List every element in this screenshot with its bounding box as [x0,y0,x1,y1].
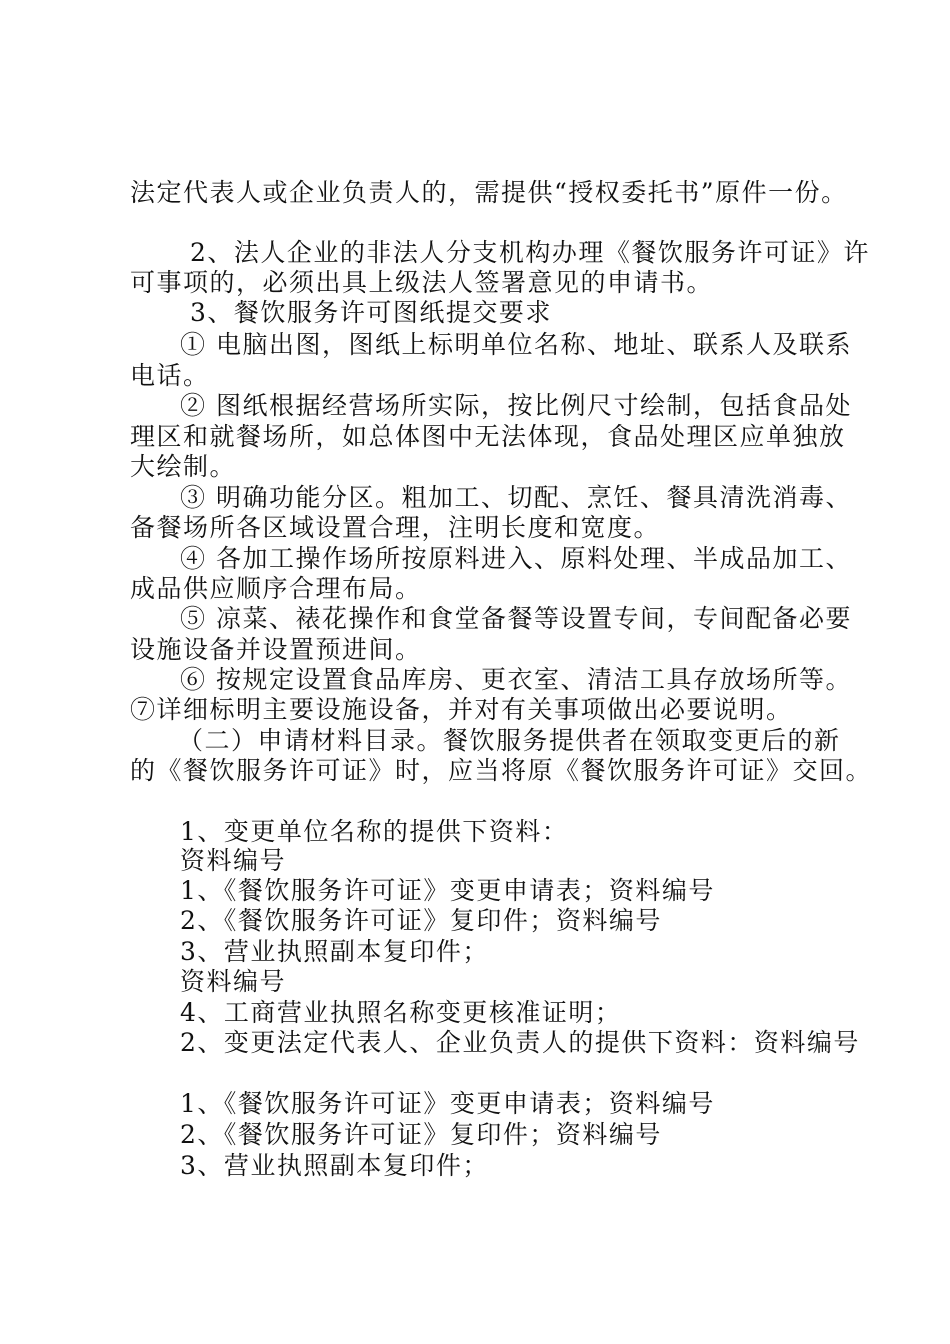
paragraph-line: 电话。 [130,361,210,390]
list-item: 资料编号 [180,846,287,875]
paragraph-line: ⑤ 凉菜、裱花操作和食堂备餐等设置专间，专间配备必要 [180,604,852,633]
paragraph-line: 可事项的，必须出具上级法人签署意见的申请书。 [130,268,714,297]
list-item: 1、《餐饮服务许可证》变更申请表；资料编号 [180,1089,715,1118]
list-item: 2、《餐饮服务许可证》复印件；资料编号 [180,906,662,935]
list-item: 资料编号 [180,967,287,996]
paragraph-line: 3、餐饮服务许可图纸提交要求 [190,298,552,327]
paragraph-line: 2、法人企业的非法人分支机构办理《餐饮服务许可证》许 [190,238,870,267]
paragraph-line: 备餐场所各区域设置合理，注明长度和宽度。 [130,513,661,542]
list-item: 2、《餐饮服务许可证》复印件；资料编号 [180,1120,662,1149]
list-item: 3、营业执照副本复印件； [180,1151,489,1180]
list-item: 1、变更单位名称的提供下资料： [180,817,569,846]
list-item: 1、《餐饮服务许可证》变更申请表；资料编号 [180,876,715,905]
paragraph-line: ③ 明确功能分区。粗加工、切配、烹饪、餐具清洗消毒、 [180,483,852,512]
paragraph-line: 设施设备并设置预进间。 [130,635,422,664]
paragraph-line: ① 电脑出图，图纸上标明单位名称、地址、联系人及联系 [180,330,852,359]
paragraph-line: ⑦详细标明主要设施设备，并对有关事项做出必要说明。 [130,695,793,724]
paragraph-line: ⑥ 按规定设置食品库房、更衣室、清洁工具存放场所等。 [180,665,852,694]
list-item: 2、变更法定代表人、企业负责人的提供下资料：资料编号 [180,1028,860,1057]
paragraph-line: 的《餐饮服务许可证》时，应当将原《餐饮服务许可证》交回。 [130,756,873,785]
paragraph-line: ② 图纸根据经营场所实际，按比例尺寸绘制，包括食品处 [180,391,852,420]
paragraph-line: 理区和就餐场所，如总体图中无法体现，食品处理区应单独放 [130,422,846,451]
list-item: 3、营业执照副本复印件； [180,937,489,966]
paragraph-line: 大绘制。 [130,452,237,481]
paragraph-line: 法定代表人或企业负责人的，需提供“授权委托书”原件一份。 [130,178,848,207]
paragraph-line: （二）申请材料目录。餐饮服务提供者在领取变更后的新 [178,726,841,755]
list-item: 4、工商营业执照名称变更核准证明； [180,998,622,1027]
paragraph-line: 成品供应顺序合理布局。 [130,574,422,603]
paragraph-line: ④ 各加工操作场所按原料进入、原料处理、半成品加工、 [180,544,852,573]
